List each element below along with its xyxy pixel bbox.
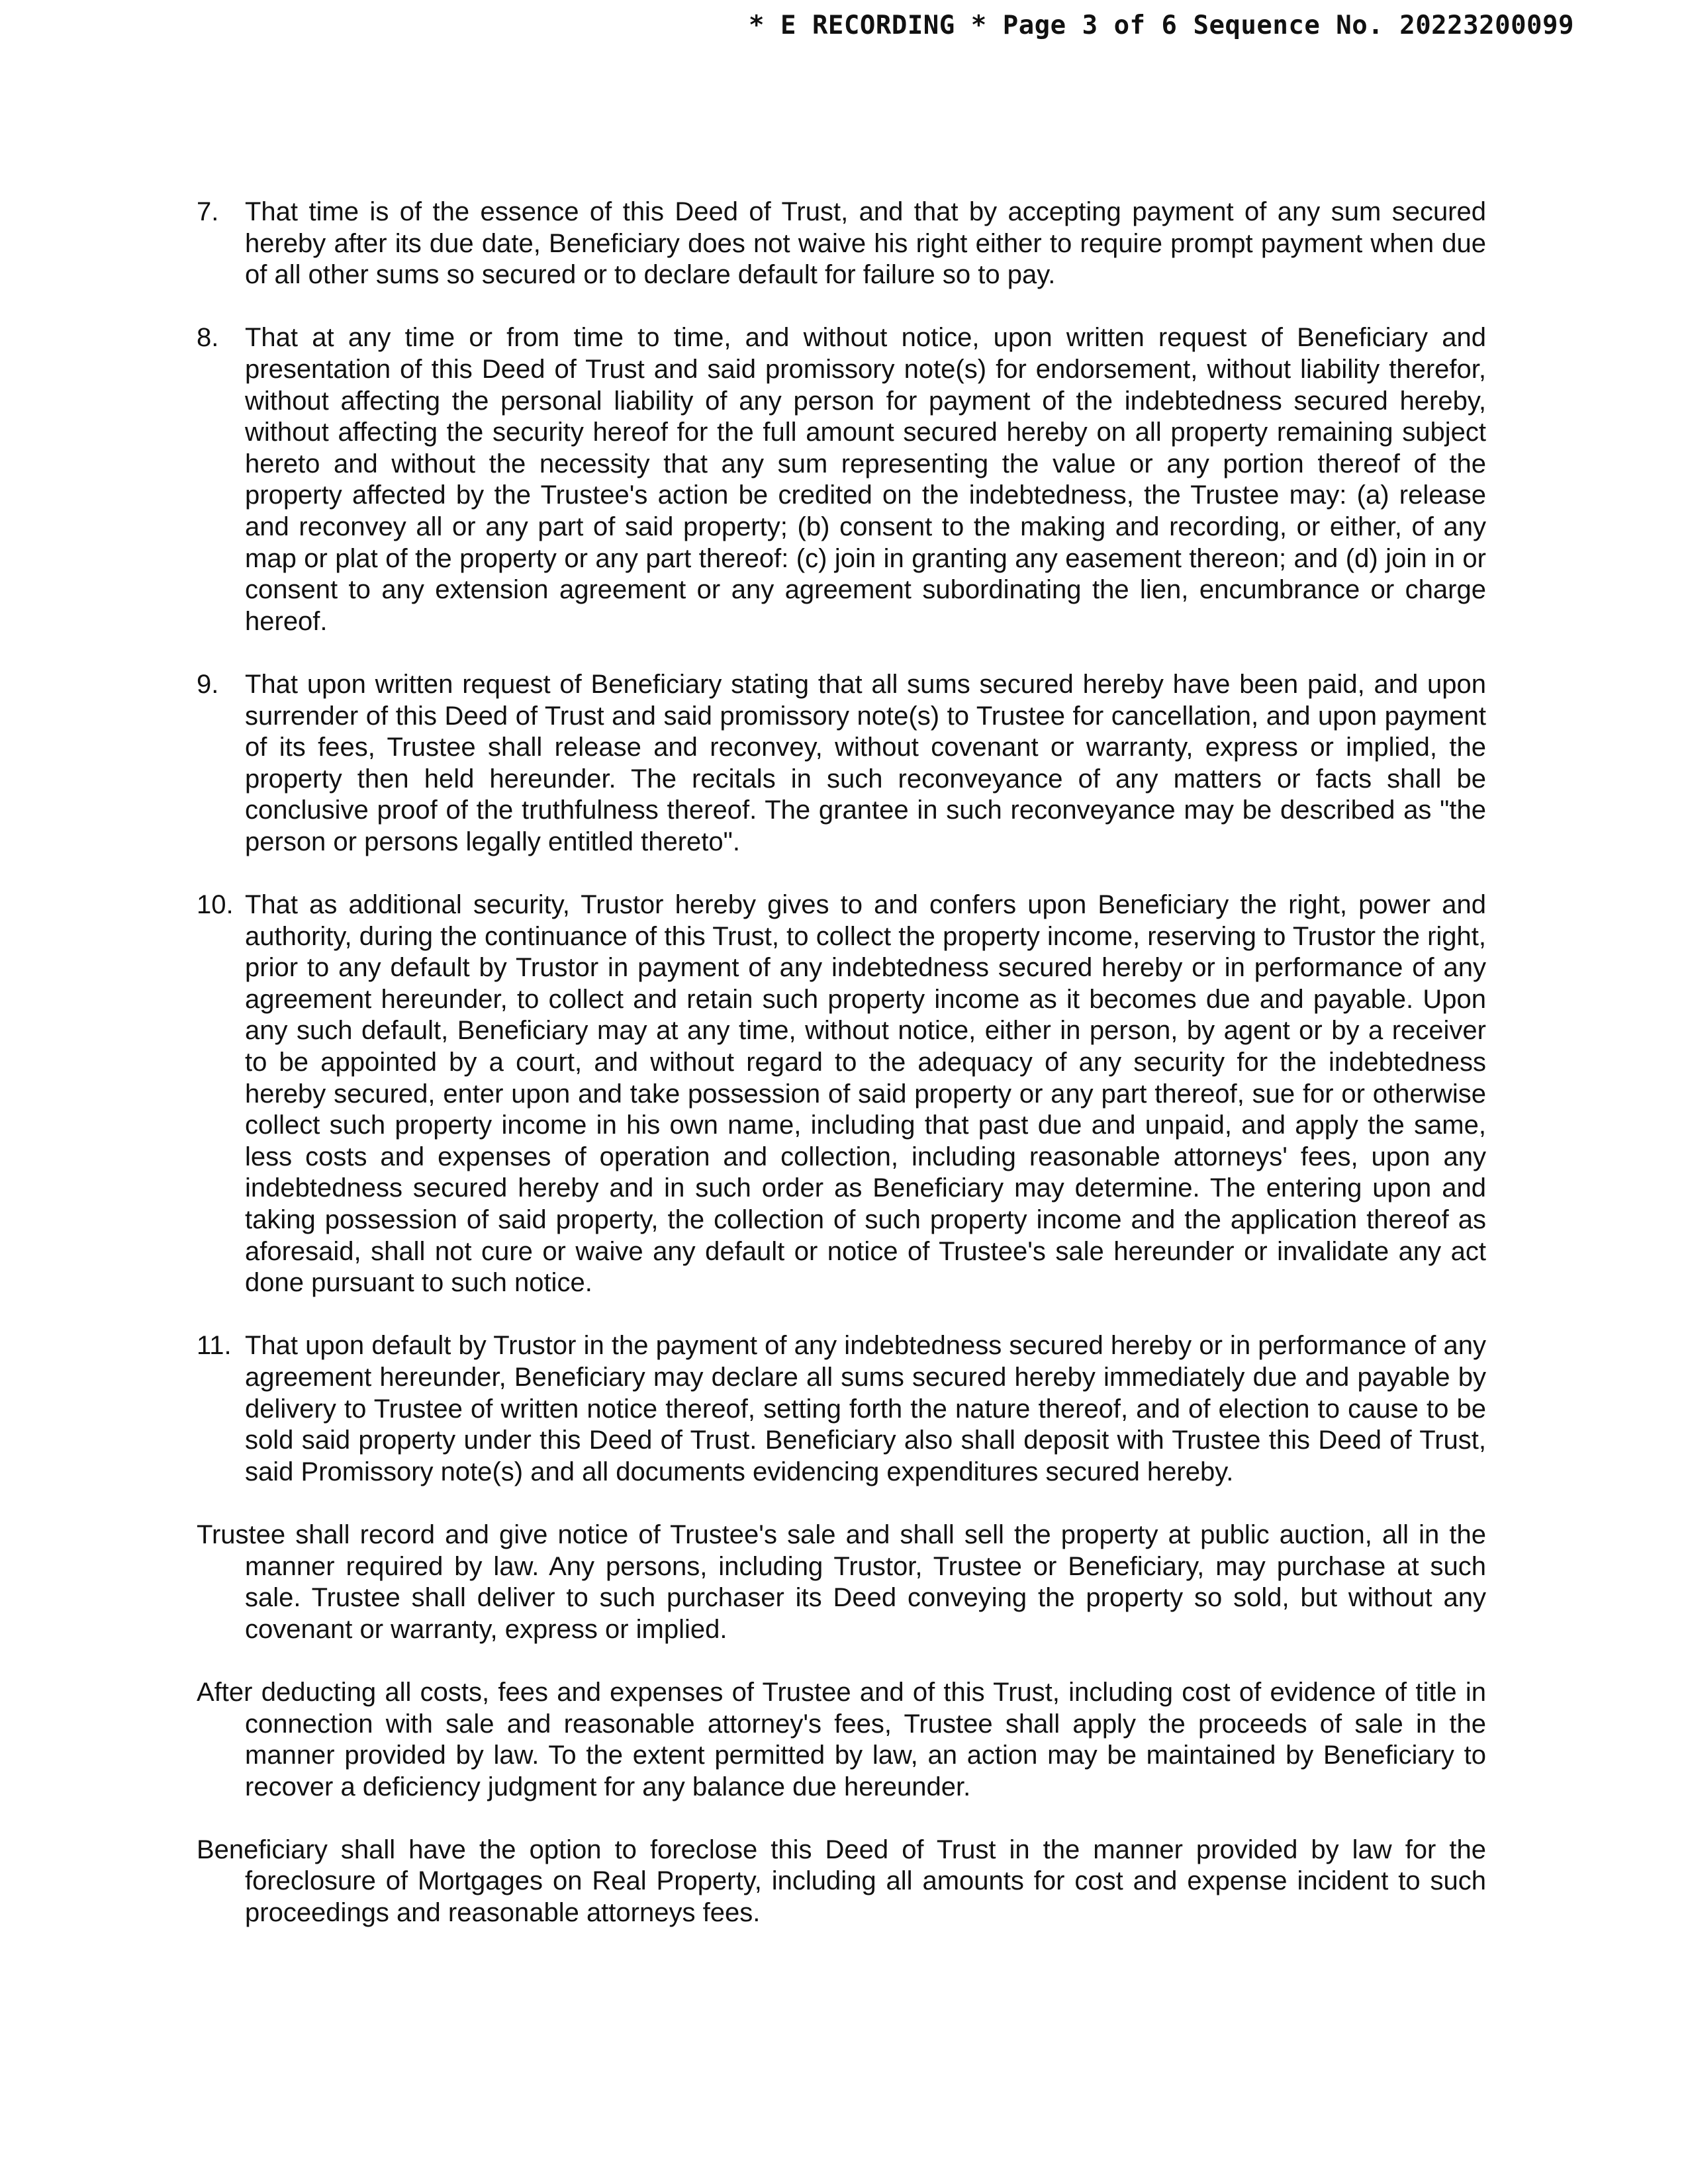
clause-number: 10. — [197, 890, 234, 920]
recording-stamp: * E RECORDING * Page 3 of 6 Sequence No. 20223200099 — [749, 11, 1574, 40]
clause-8 — [197, 322, 1486, 637]
clause-10 — [197, 889, 1486, 1299]
clause-11 — [197, 1330, 1486, 1488]
clause-text: That as additional security, Trustor hereby gives to and confers upon Beneficiary the right, power and authority, during the continuance of this Trust, to collect the property income, reserving to Trustor the right, prior to any default by Trustor in payment of any indebtedness secured hereby or in performance of any agreement hereunder, to collect and retain such property income as it becomes due and payable. Upon any such default, Beneficiary may at any time, without notice, either in person, by agent or by a receiver to be appointed by a court, and without regard to the adequacy of any security for the indebtedness hereby secured, enter upon and take possession of said property or any part thereof, sue for or otherwise collect such property income in his own name, including that past due and unpaid, and apply the same, less costs and expenses of operation and collection, including reasonable attorneys' fees, upon any indebtedness secured hereby and in such order as Beneficiary may determine. The entering upon and taking possession of said property, the collection of such property income and the application thereof as aforesaid, shall not cure or waive any default or notice of Trustee's sale hereunder or invalidate any act done pursuant to such notice. — [245, 890, 1486, 1298]
clause-text: That at any time or from time to time, and without notice, upon written request of Beneficiary and presentation of this Deed of Trust and said promissory note(s) for endorsement, without liability therefor, without affecting the personal liability of any person for payment of the indebtedness secured hereby, without affecting the security hereof for the full amount secured hereby on all property remaining subject hereto and without the necessity that any sum representing the value or any portion thereof of the property affected by the Trustee's action be credited on the indebtedness, the Trustee may: (a) release and reconvey all or any part of said property; (b) consent to the making and recording, or either, of any map or plat of the property or any part thereof: (c) join in granting any easement thereon; and (d) join in or consent to any extension agreement or any agreement subordinating the lien, encumbrance or charge hereof. — [245, 323, 1486, 636]
proceeds-paragraph: After deducting all costs, fees and expenses of Trustee and of this Trust, including cost of evidence of title in connection with sale and reasonable attorney's fees, Trustee shall apply the proceeds of sale in the manner provided by law. To the extent permitted by law, an action may be maintained by Beneficiary to recover a deficiency judgment for any balance due hereunder. — [197, 1677, 1486, 1801]
clause-number: 11. — [197, 1331, 232, 1361]
clause-text: That time is of the essence of this Deed of Trust, and that by accepting payment of any sum secured hereby after its due date, Beneficiary does not waive his right either to require prompt payment when due of all other sums so secured or to declare default for failure so to pay. — [245, 197, 1486, 290]
document-body — [197, 197, 1486, 1929]
foreclosure-paragraph: Beneficiary shall have the option to foreclose this Deed of Trust in the manner provided by law for the foreclosure of Mortgages on Real Property, including all amounts for cost and expense incident to such proceedings and reasonable attorneys fees. — [197, 1835, 1486, 1928]
clause-text: That upon default by Trustor in the payment of any indebtedness secured hereby or in performance of any agreement hereunder, Beneficiary may declare all sums secured hereby immediately due and payable by delivery to Trustee of written notice thereof, setting forth the nature thereof, and of election to cause to be sold said property under this Deed of Trust. Beneficiary also shall deposit with Trustee this Deed of Trust, said Promissory note(s) and all documents evidencing expenditures secured hereby. — [245, 1331, 1486, 1486]
trustee-sale-paragraph: Trustee shall record and give notice of Trustee's sale and shall sell the property at public auction, all in the manner required by law. Any persons, including Trustor, Trustee or Beneficiary, may purchase at such sale. Trustee shall deliver to such purchaser its Deed conveying the property so sold, but without any covenant or warranty, express or implied. — [197, 1520, 1486, 1644]
clause-number: 7. — [197, 197, 219, 226]
clause-9 — [197, 669, 1486, 858]
clause-number: 8. — [197, 323, 219, 353]
clause-text: That upon written request of Beneficiary stating that all sums secured hereby have been paid, and upon surrender of this Deed of Trust and said promissory note(s) to Trustee for cancellation, and upon payment of its fees, Trustee shall release and reconvey, without covenant or warranty, express or implied, the property then held hereunder. The recitals in such reconveyance of any matters or facts shall be conclusive proof of the truthfulness thereof. The grantee in such reconveyance may be described as "the person or persons legally entitled thereto". — [245, 669, 1486, 856]
clause-7 — [197, 197, 1486, 291]
clause-number: 9. — [197, 669, 219, 699]
